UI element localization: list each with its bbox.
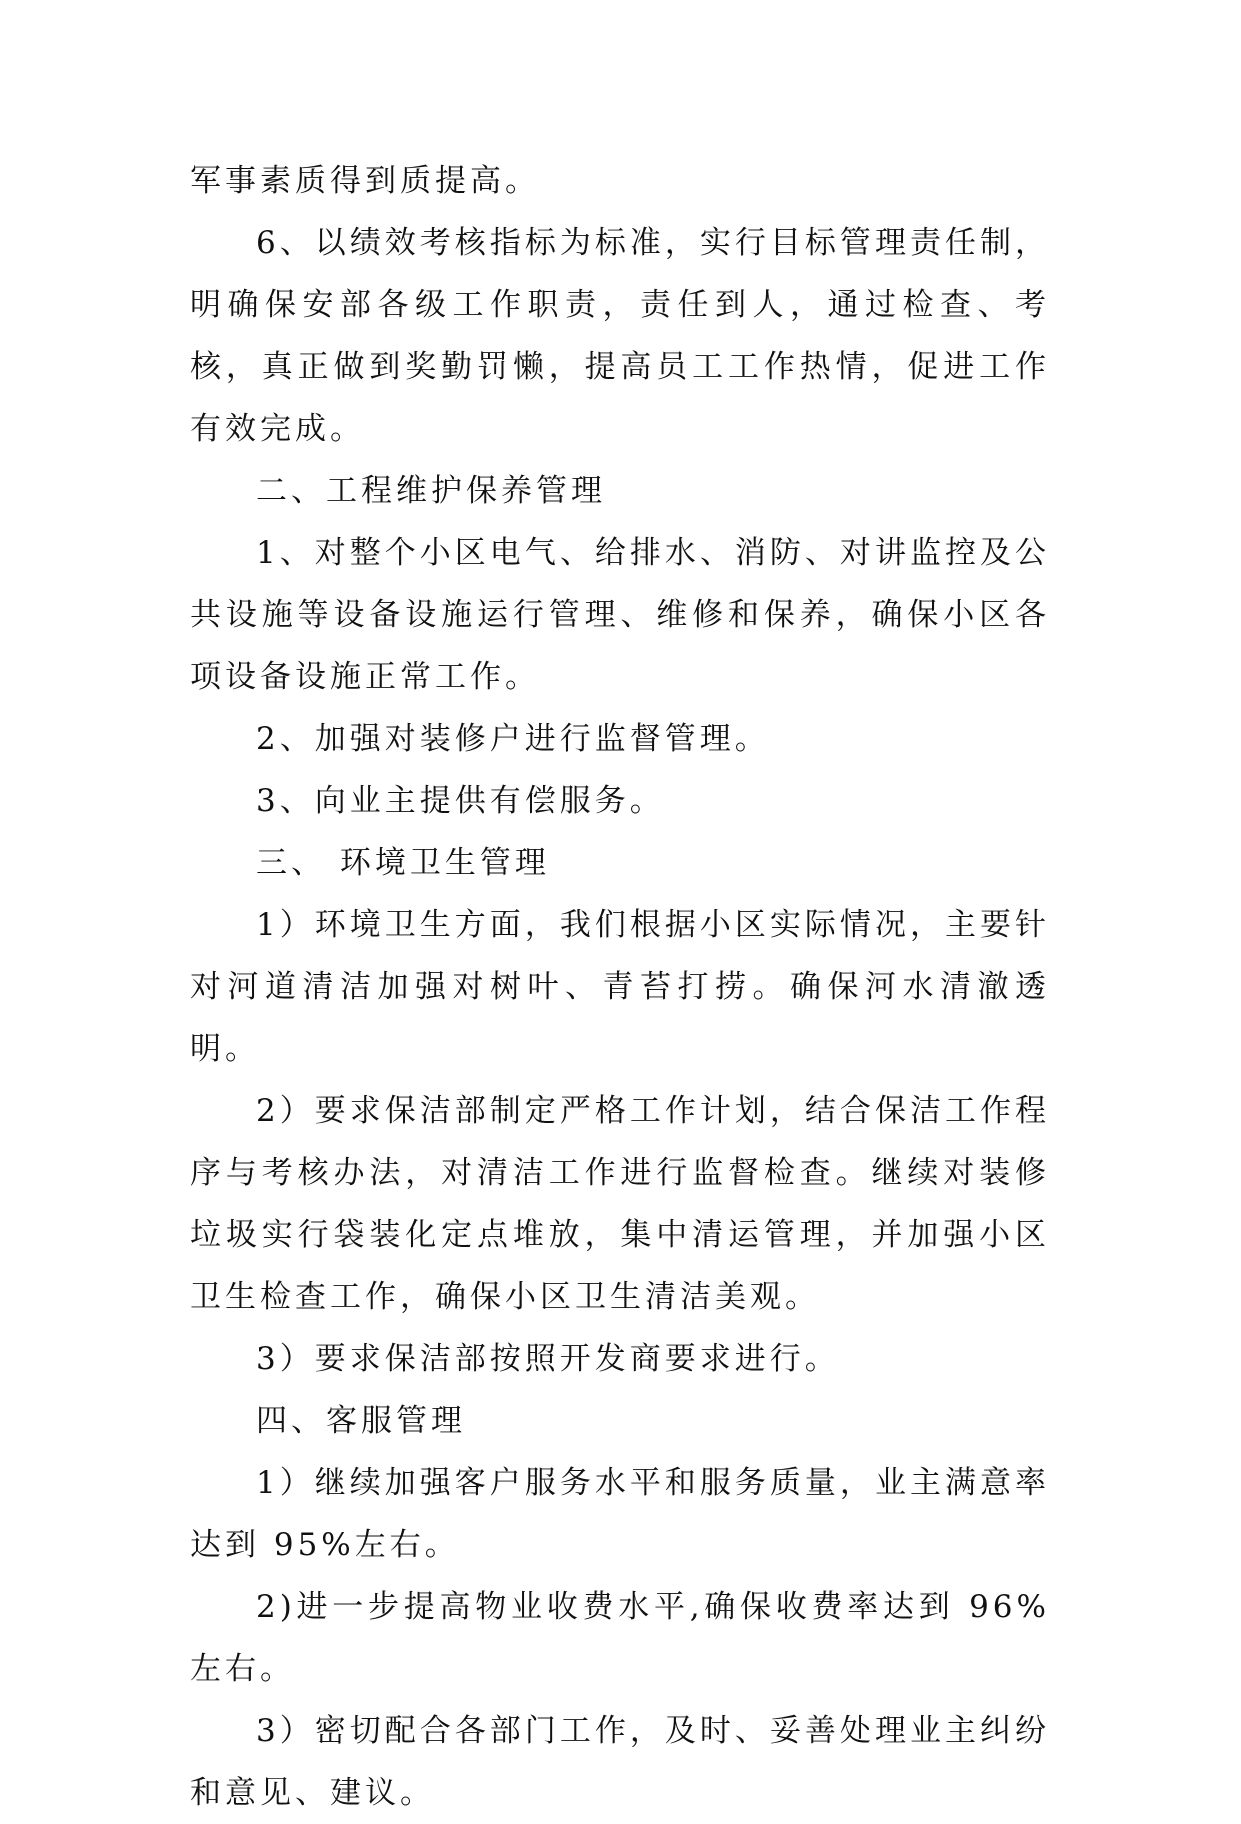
paragraph-customer-service-3: 3）密切配合各部门工作，及时、妥善处理业主纠纷和意见、建议。 [190, 1713, 1050, 1811]
section-heading-environment: 三、 环境卫生管理 [256, 845, 550, 881]
paragraph-customer-service-1: 1）继续加强客户服务水平和服务质量，业主满意率达到 95%左右。 [190, 1465, 1050, 1563]
paragraph-engineering-1: 1、对整个小区电气、给排水、消防、对讲监控及公共设施等设备设施运行管理、维修和保养，确保小区各项设备设施正常工作。 [190, 535, 1050, 695]
document-body [190, 150, 1050, 1824]
section-heading-customer-service: 四、客服管理 [256, 1403, 466, 1439]
paragraph-engineering-3: 3、向业主提供有偿服务。 [256, 783, 665, 819]
paragraph-continuation: 军事素质得到质提高。 [190, 163, 540, 199]
section-heading-engineering: 二、工程维护保养管理 [256, 473, 606, 509]
paragraph-environment-1: 1）环境卫生方面，我们根据小区实际情况，主要针对河道清洁加强对树叶、青苔打捞。确保河水清澈透明。 [190, 907, 1050, 1067]
paragraph-customer-service-2: 2)进一步提高物业收费水平,确保收费率达到 96%左右。 [190, 1589, 1050, 1687]
paragraph-environment-3: 3）要求保洁部按照开发商要求进行。 [256, 1341, 840, 1377]
paragraph-environment-2: 2）要求保洁部制定严格工作计划，结合保洁工作程序与考核办法，对清洁工作进行监督检查。继续对装修垃圾实行袋装化定点堆放，集中清运管理，并加强小区卫生检查工作，确保小区卫生清洁美观。 [190, 1093, 1050, 1315]
paragraph-engineering-2: 2、加强对装修户进行监督管理。 [256, 721, 770, 757]
paragraph-item-6: 6、以绩效考核指标为标准，实行目标管理责任制，明确保安部各级工作职责，责任到人，通过检查、考核，真正做到奖勤罚懒，提高员工工作热情，促进工作有效完成。 [190, 225, 1050, 447]
